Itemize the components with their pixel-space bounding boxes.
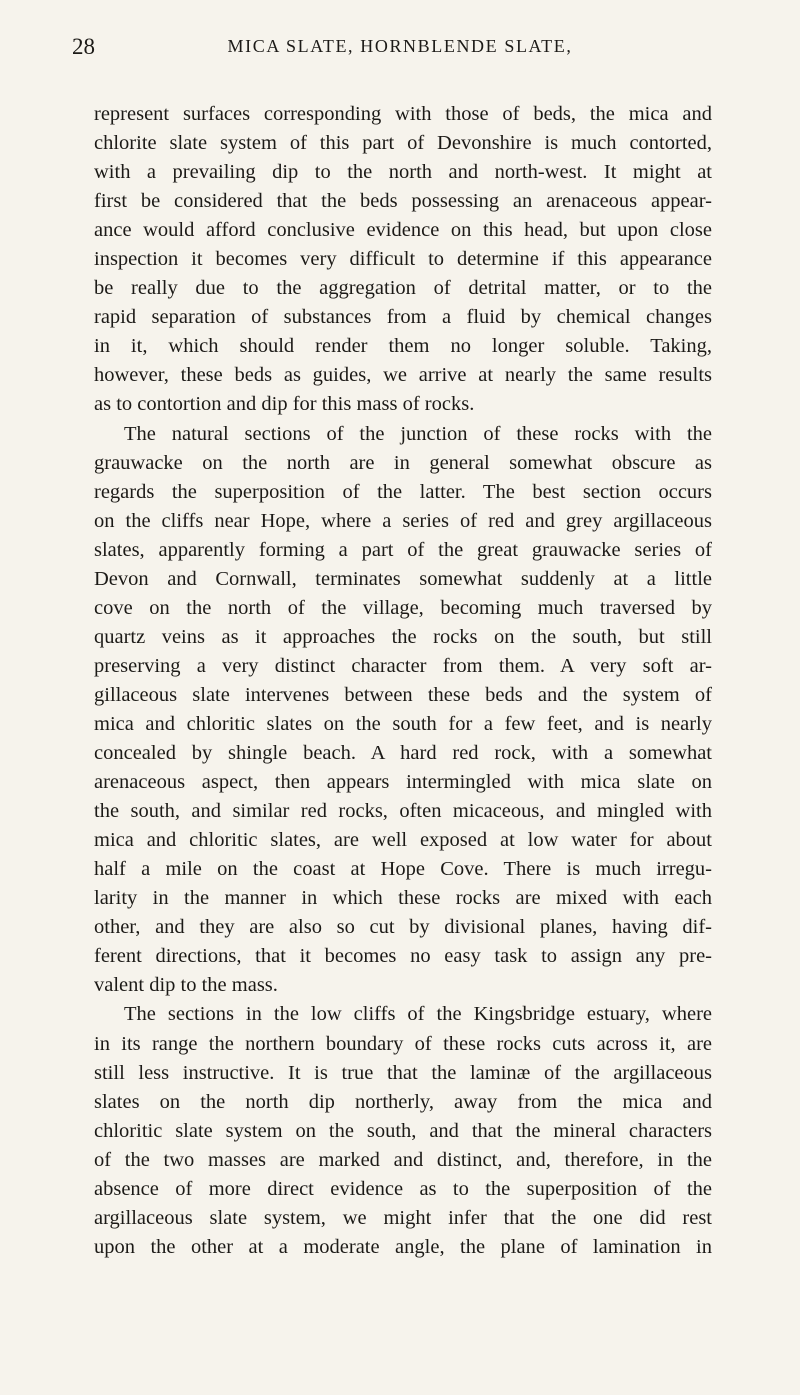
text-line: inspection it becomes very difficult to determine if this appearance bbox=[94, 248, 712, 271]
text-line: other, and they are also so cut by divisional planes, having dif- bbox=[94, 916, 712, 939]
text-line: mica and chloritic slates, are well exposed at low water for about bbox=[94, 829, 712, 852]
text-line: concealed by shingle beach. A hard red rock, with a somewhat bbox=[94, 742, 712, 765]
text-line: slates on the north dip northerly, away from the mica and bbox=[94, 1090, 712, 1113]
text-line: in its range the northern boundary of these rocks cuts across it, are bbox=[94, 1032, 712, 1055]
text-line: represent surfaces corresponding with those of beds, the mica and bbox=[94, 103, 712, 125]
text-line: The natural sections of the junction of these rocks with the bbox=[124, 422, 712, 445]
text-line: regards the superposition of the latter. The best section occurs bbox=[94, 480, 712, 503]
text-line: on the cliffs near Hope, where a series of red and grey argillaceous bbox=[94, 509, 712, 532]
text-line: preserving a very distinct character from them. A very soft ar- bbox=[94, 654, 712, 677]
text-line: Devon and Cornwall, terminates somewhat suddenly at a little bbox=[94, 567, 712, 590]
text-line: with a prevailing dip to the north and north-west. It might at bbox=[94, 161, 712, 184]
text-line: ferent directions, that it becomes no easy task to assign any pre- bbox=[94, 945, 712, 968]
text-line: upon the other at a moderate angle, the plane of lamination in bbox=[94, 1235, 712, 1258]
text-line: mica and chloritic slates on the south for a few feet, and is nearly bbox=[94, 712, 712, 735]
text-line: grauwacke on the north are in general somewhat obscure as bbox=[94, 451, 712, 474]
text-line: ance would afford conclusive evidence on this head, but upon close bbox=[94, 219, 712, 242]
text-line: rapid separation of substances from a fluid by chemical changes bbox=[94, 306, 712, 329]
page-number: 28 bbox=[72, 34, 95, 59]
text-line: still less instructive. It is true that the laminæ of the argillaceous bbox=[94, 1061, 712, 1084]
text-line: of the two masses are marked and distinct, and, therefore, in the bbox=[94, 1148, 712, 1171]
text-line: quartz veins as it approaches the rocks on the south, but still bbox=[94, 625, 712, 648]
text-line: slates, apparently forming a part of the great grauwacke series of bbox=[94, 538, 712, 561]
text-line: arenaceous aspect, then appears intermingled with mica slate on bbox=[94, 771, 712, 794]
text-line: larity in the manner in which these rocks are mixed with each bbox=[94, 887, 712, 910]
text-line: be really due to the aggregation of detrital matter, or to the bbox=[94, 277, 712, 300]
text-line: chlorite slate system of this part of Devonshire is much contorted, bbox=[94, 132, 712, 155]
text-line: gillaceous slate intervenes between these beds and the system of bbox=[94, 683, 712, 706]
body-text bbox=[94, 100, 712, 1262]
text-line: as to contortion and dip for this mass of rocks. bbox=[94, 393, 475, 416]
text-line: argillaceous slate system, we might infer that the one did rest bbox=[94, 1206, 712, 1229]
running-head bbox=[64, 34, 736, 68]
running-title: MICA SLATE, HORNBLENDE SLATE, bbox=[227, 36, 573, 56]
text-line: first be considered that the beds possessing an arenaceous appear- bbox=[94, 190, 712, 213]
text-line: The sections in the low cliffs of the Kingsbridge estuary, where bbox=[124, 1003, 712, 1026]
text-line: in it, which should render them no longer soluble. Taking, bbox=[94, 335, 712, 358]
text-line: cove on the north of the village, becoming much traversed by bbox=[94, 596, 712, 619]
text-line: half a mile on the coast at Hope Cove. There is much irregu- bbox=[94, 858, 712, 881]
text-line: valent dip to the mass. bbox=[94, 974, 278, 997]
text-line: however, these beds as guides, we arrive at nearly the same results bbox=[94, 364, 712, 387]
text-line: chloritic slate system on the south, and that the mineral characters bbox=[94, 1119, 712, 1142]
text-line: the south, and similar red rocks, often micaceous, and mingled with bbox=[94, 800, 712, 823]
text-line: absence of more direct evidence as to the superposition of the bbox=[94, 1177, 712, 1200]
